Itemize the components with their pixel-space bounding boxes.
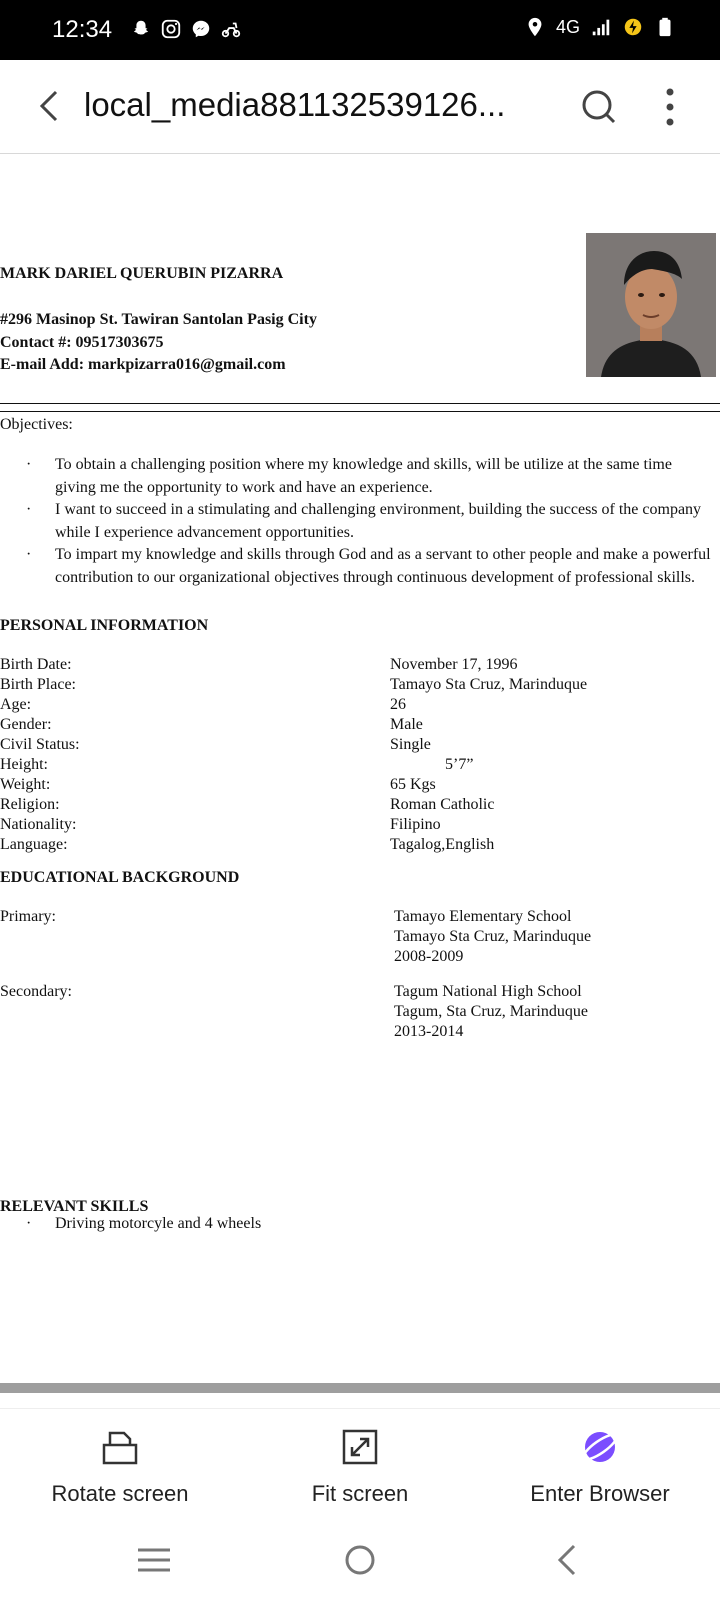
- document-page[interactable]: [0, 153, 720, 1383]
- snapchat-icon: [130, 18, 152, 40]
- field-label: Age:: [0, 696, 32, 713]
- field-label: Height:: [0, 756, 48, 773]
- school-years: 2013-2014: [394, 1023, 464, 1040]
- fit-screen-icon: [340, 1427, 380, 1467]
- notification-icons: [130, 18, 242, 40]
- bullet: ·: [26, 1215, 32, 1232]
- field-value: [394, 982, 588, 1042]
- table-row: [0, 755, 720, 775]
- enter-browser-button[interactable]: [480, 1427, 720, 1507]
- school-name: Tamayo Elementary School: [394, 908, 572, 925]
- list-item: [26, 544, 716, 589]
- portrait-image: [586, 233, 716, 377]
- bullet: ·: [26, 546, 32, 563]
- network-type: 4G: [555, 16, 580, 37]
- field-label: Primary:: [0, 908, 56, 925]
- app-bar: [0, 60, 720, 154]
- contact-block: [0, 309, 317, 377]
- list-item: [26, 1215, 261, 1233]
- field-value: Tamayo Sta Cruz, Marinduque: [390, 676, 588, 693]
- field-value: 5’7”: [445, 756, 474, 773]
- field-value: 65 Kgs: [390, 776, 436, 793]
- battery-icon: [654, 16, 676, 38]
- field-label: Secondary:: [0, 983, 72, 1000]
- messenger-icon: [190, 18, 212, 40]
- skills-heading: RELEVANT SKILLS: [0, 1198, 149, 1215]
- more-options-icon[interactable]: [650, 86, 690, 128]
- field-label: Civil Status:: [0, 736, 80, 753]
- field-value: Filipino: [390, 816, 441, 833]
- table-row: [0, 715, 720, 735]
- home-icon[interactable]: [340, 1540, 380, 1580]
- field-value: Roman Catholic: [390, 796, 495, 813]
- field-label: Birth Place:: [0, 676, 76, 693]
- enter-browser-label: Enter Browser: [530, 1481, 670, 1506]
- list-item: [26, 454, 716, 499]
- school-address: Tagum, Sta Cruz, Marinduque: [394, 1003, 588, 1020]
- signal-icon: [590, 16, 612, 38]
- recent-apps-icon[interactable]: [134, 1540, 174, 1580]
- skill-text: Driving motorcyle and 4 wheels: [55, 1215, 262, 1232]
- profile-photo: [586, 233, 716, 377]
- field-label: Religion:: [0, 796, 60, 813]
- location-icon: [524, 16, 546, 38]
- document-title: local_media881132539126...: [84, 86, 506, 123]
- objectives-list: [26, 454, 716, 589]
- contact-number: Contact #: 09517303675: [0, 333, 164, 351]
- table-row: [0, 655, 720, 675]
- field-label: Language:: [0, 836, 68, 853]
- school-address: Tamayo Sta Cruz, Marinduque: [394, 928, 592, 945]
- system-icons: [524, 16, 676, 38]
- education-heading: EDUCATIONAL BACKGROUND: [0, 869, 240, 886]
- scooter-icon: [220, 18, 242, 40]
- table-row: [0, 815, 720, 835]
- list-item: [26, 499, 716, 544]
- objectives-label: Objectives:: [0, 416, 73, 433]
- rotate-screen-icon: [100, 1427, 140, 1467]
- table-row: [0, 695, 720, 715]
- address: #296 Masinop St. Tawiran Santolan Pasig City: [0, 311, 317, 328]
- objective-text: To impart my knowledge and skills through God and as a servant to other people and make a powerful contribution to our organizational objectives through continuous development of professional skills.: [55, 546, 711, 586]
- email: E-mail Add: markpizarra016@gmail.com: [0, 356, 286, 373]
- objective-text: To obtain a challenging position where my knowledge and skills, will be utilize at the same time giving me the opportunity to work and have an experience.: [55, 456, 672, 496]
- back-arrow-icon[interactable]: [30, 86, 70, 126]
- table-row: [0, 795, 720, 815]
- resume-name: MARK DARIEL QUERUBIN PIZARRA: [0, 265, 284, 282]
- table-row: [0, 675, 720, 695]
- field-value: Tagalog,English: [390, 836, 495, 853]
- divider: [0, 403, 720, 404]
- search-icon[interactable]: [578, 86, 620, 128]
- bottom-action-bar: [0, 1408, 720, 1521]
- table-row: [0, 775, 720, 795]
- rotate-screen-button[interactable]: [0, 1427, 240, 1507]
- fit-screen-label: Fit screen: [311, 1481, 409, 1506]
- field-value: 26: [390, 696, 406, 713]
- page-separator: [0, 1383, 720, 1393]
- bullet: ·: [26, 456, 32, 473]
- status-time: 12:34: [52, 16, 113, 43]
- nav-back-icon[interactable]: [548, 1540, 588, 1580]
- field-value: [394, 907, 591, 967]
- personal-info-table: [0, 655, 720, 855]
- field-label: Weight:: [0, 776, 51, 793]
- divider: [0, 411, 720, 412]
- table-row: [0, 735, 720, 755]
- field-value: November 17, 1996: [390, 656, 518, 673]
- rotate-screen-label: Rotate screen: [51, 1481, 189, 1506]
- objective-text: I want to succeed in a stimulating and challenging environment, building the success of the company while I experience advancement opportunities.: [55, 501, 702, 541]
- instagram-icon: [160, 18, 182, 40]
- field-label: Gender:: [0, 716, 52, 733]
- field-label: Nationality:: [0, 816, 77, 833]
- table-row: [0, 835, 720, 855]
- status-bar: [0, 0, 720, 60]
- system-nav-bar: [0, 1520, 720, 1600]
- skills-list: [26, 1215, 261, 1233]
- field-value: Single: [390, 736, 431, 753]
- field-label: Birth Date:: [0, 656, 72, 673]
- field-value: Male: [390, 716, 423, 733]
- school-years: 2008-2009: [394, 948, 464, 965]
- fit-screen-button[interactable]: [240, 1427, 480, 1507]
- browser-planet-icon: [580, 1427, 620, 1467]
- personal-info-heading: PERSONAL INFORMATION: [0, 617, 209, 634]
- school-name: Tagum National High School: [394, 983, 582, 1000]
- battery-saver-icon: [622, 16, 644, 38]
- bullet: ·: [26, 501, 32, 518]
